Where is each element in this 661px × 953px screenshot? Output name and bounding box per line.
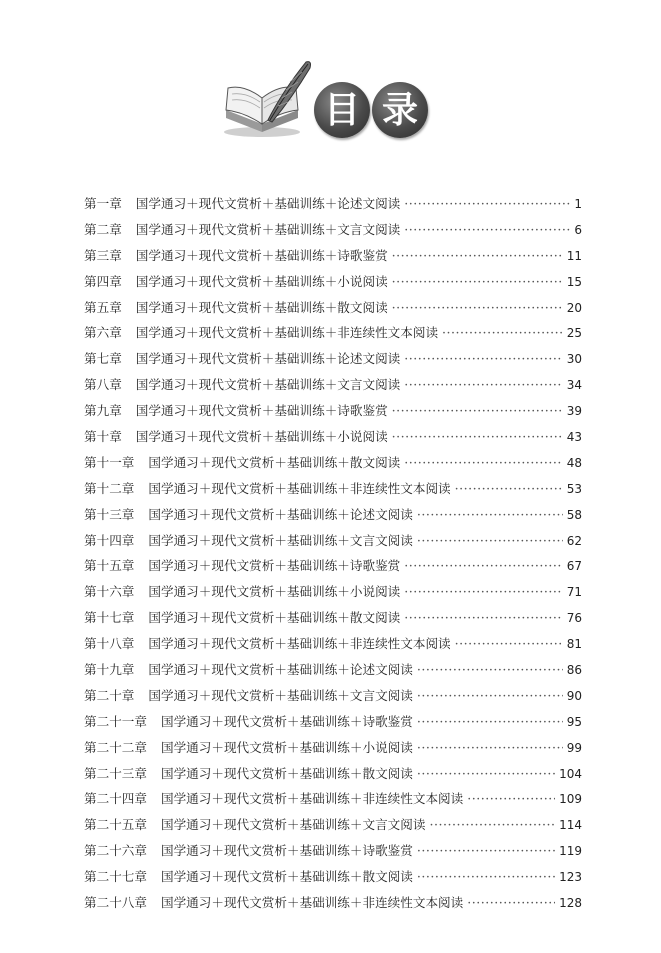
dot-leader: [417, 843, 555, 858]
dot-leader: [404, 455, 562, 470]
chapter-label: 第十七章: [84, 610, 135, 626]
toc-entry[interactable]: [84, 607, 582, 633]
entry-title: 国学通习＋现代文赏析＋基础训练＋散文阅读: [135, 299, 388, 315]
page-number: 123: [559, 870, 582, 885]
toc-entry[interactable]: [84, 840, 582, 866]
chapter-label: 第二十七章: [84, 869, 147, 885]
page-number: 99: [566, 740, 582, 755]
chapter-label: 第十九章: [84, 662, 135, 678]
page-number: 58: [566, 507, 582, 522]
page-number: 43: [566, 430, 582, 445]
chapter-label: 第二十章: [84, 687, 135, 703]
dot-leader: [404, 558, 562, 573]
page-number: 6: [574, 222, 582, 237]
chapter-label: 第一章: [84, 196, 122, 211]
page-number: 1: [574, 197, 582, 211]
entry-title: 国学通习＋现代文赏析＋基础训练＋文言文阅读: [148, 532, 413, 548]
page-number: 95: [566, 714, 582, 729]
page-number: 39: [566, 404, 582, 419]
dot-leader: [417, 662, 563, 677]
page-number: 67: [566, 559, 582, 574]
entry-title: 国学通习＋现代文赏析＋基础训练＋小说阅读: [148, 584, 401, 600]
dot-leader: [467, 791, 555, 806]
chapter-label: 第十二章: [84, 480, 135, 496]
chapter-label: 第十四章: [84, 532, 135, 548]
chapter-label: 第五章: [84, 299, 122, 315]
chapter-label: 第八章: [84, 377, 122, 393]
page-number: 25: [566, 326, 582, 341]
toc-entry[interactable]: [84, 245, 582, 271]
entry-title: 国学通习＋现代文赏析＋基础训练＋诗歌鉴赏: [148, 558, 401, 574]
dot-leader: [467, 895, 555, 910]
chapter-label: 第十章: [84, 429, 122, 445]
entry-title: 国学通习＋现代文赏析＋基础训练＋非连续性文本阅读: [148, 636, 451, 652]
dot-leader: [392, 274, 563, 289]
entry-title: 国学通习＋现代文赏析＋基础训练＋诗歌鉴赏: [135, 247, 388, 263]
toc-entry[interactable]: [84, 633, 582, 659]
dot-leader: [392, 403, 563, 418]
chapter-label: 第七章: [84, 351, 122, 367]
dot-leader: [404, 196, 570, 211]
dot-leader: [392, 300, 563, 315]
toc-entry[interactable]: [84, 193, 582, 219]
page-number: 11: [566, 248, 582, 263]
dot-leader: [392, 248, 563, 263]
toc-entry[interactable]: [84, 348, 582, 374]
dot-leader: [417, 688, 563, 703]
entry-title: 国学通习＋现代文赏析＋基础训练＋非连续性文本阅读: [160, 791, 464, 807]
page-number: 76: [566, 611, 582, 626]
toc-entry[interactable]: [84, 814, 582, 840]
page-number: 81: [566, 637, 582, 652]
page-number: 53: [566, 481, 582, 496]
entry-title: 国学通习＋现代文赏析＋基础训练＋文言文阅读: [148, 687, 413, 703]
chapter-label: 第十五章: [84, 558, 135, 574]
toc-entry[interactable]: [84, 271, 582, 297]
toc-entry[interactable]: [84, 737, 582, 763]
dot-leader: [417, 766, 555, 781]
entry-title: 国学通习＋现代文赏析＋基础训练＋非连续性文本阅读: [135, 325, 439, 341]
book-quill-icon: [222, 58, 322, 140]
chapter-label: 第二十六章: [84, 843, 147, 859]
chapter-label: 第二十四章: [84, 791, 147, 807]
page-number: 128: [559, 896, 582, 911]
page-number: 109: [559, 792, 582, 807]
entry-title: 国学通习＋现代文赏析＋基础训练＋诗歌鉴赏: [160, 713, 413, 729]
page-number: 104: [559, 766, 582, 781]
toc-entry[interactable]: [84, 892, 582, 918]
dot-leader: [417, 869, 555, 884]
chapter-label: 第九章: [84, 403, 122, 419]
toc-entry[interactable]: [84, 866, 582, 892]
entry-title: 国学通习＋现代文赏析＋基础训练＋散文阅读: [148, 610, 401, 626]
dot-leader: [404, 610, 562, 625]
page-number: 20: [566, 300, 582, 315]
toc-entry[interactable]: [84, 530, 582, 556]
page-number: 30: [566, 352, 582, 367]
dot-leader: [455, 481, 563, 496]
toc-entry[interactable]: [84, 400, 582, 426]
page-number: 71: [566, 585, 582, 600]
page-number: 15: [566, 274, 582, 289]
toc-entry[interactable]: [84, 219, 582, 245]
dot-leader: [417, 533, 563, 548]
toc-entry[interactable]: [84, 478, 582, 504]
entry-title: 国学通习＋现代文赏析＋基础训练＋文言文阅读: [160, 817, 426, 833]
chapter-label: 第二十三章: [84, 765, 147, 781]
entry-title: 国学通习＋现代文赏析＋基础训练＋小说阅读: [160, 739, 413, 755]
page-number: 62: [566, 533, 582, 548]
dot-leader: [404, 222, 570, 237]
toc-entry[interactable]: [84, 374, 582, 400]
entry-title: 国学通习＋现代文赏析＋基础训练＋散文阅读: [148, 454, 401, 470]
toc-entry[interactable]: [84, 322, 582, 348]
toc-entry[interactable]: [84, 297, 582, 323]
entry-title: 国学通习＋现代文赏析＋基础训练＋论述文阅读: [148, 662, 413, 678]
chapter-label: 第三章: [84, 247, 122, 263]
entry-title: 国学通习＋现代文赏析＋基础训练＋诗歌鉴赏: [135, 403, 388, 419]
table-of-contents: [84, 193, 582, 918]
chapter-label: 第二十五章: [84, 817, 147, 833]
chapter-label: 第二章: [84, 221, 122, 237]
toc-entry[interactable]: [84, 426, 582, 452]
chapter-label: 第六章: [84, 325, 122, 341]
dot-leader: [429, 817, 555, 832]
dot-leader: [417, 740, 563, 755]
toc-entry[interactable]: [84, 711, 582, 737]
toc-entry[interactable]: [84, 659, 582, 685]
dot-leader: [442, 325, 563, 340]
entry-title: 国学通习＋现代文赏析＋基础训练＋诗歌鉴赏: [160, 843, 413, 859]
entry-title: 国学通习＋现代文赏析＋基础训练＋非连续性文本阅读: [160, 895, 464, 911]
entry-title: 国学通习＋现代文赏析＋基础训练＋论述文阅读: [135, 351, 401, 367]
title-char-1: 目: [314, 82, 370, 138]
dot-leader: [417, 714, 563, 729]
chapter-label: 第二十八章: [84, 895, 147, 911]
chapter-label: 第十六章: [84, 584, 135, 600]
entry-title: 国学通习＋现代文赏析＋基础训练＋小说阅读: [135, 429, 388, 445]
chapter-label: 第二十二章: [84, 739, 147, 755]
toc-entry[interactable]: [84, 452, 582, 478]
chapter-label: 第四章: [84, 273, 122, 289]
dot-leader: [392, 429, 563, 444]
chapter-label: 第十一章: [84, 454, 135, 470]
entry-title: 国学通习＋现代文赏析＋基础训练＋非连续性文本阅读: [148, 480, 451, 496]
dot-leader: [404, 351, 562, 366]
toc-entry[interactable]: [84, 685, 582, 711]
entry-title: 国学通习＋现代文赏析＋基础训练＋散文阅读: [160, 765, 413, 781]
dot-leader: [404, 377, 562, 392]
page-number: 90: [566, 688, 582, 703]
page-number: 34: [566, 378, 582, 393]
chapter-label: 第二十一章: [84, 713, 147, 729]
page-number: 119: [559, 844, 582, 859]
entry-title: 国学通习＋现代文赏析＋基础训练＋文言文阅读: [135, 221, 401, 237]
toc-entry[interactable]: [84, 555, 582, 581]
entry-title: 国学通习＋现代文赏析＋基础训练＋散文阅读: [160, 869, 413, 885]
chapter-label: 第十三章: [84, 506, 135, 522]
dot-leader: [455, 636, 563, 651]
entry-title: 国学通习＋现代文赏析＋基础训练＋小说阅读: [135, 273, 388, 289]
page-number: 114: [559, 818, 582, 833]
toc-entry[interactable]: [84, 581, 582, 607]
entry-title: 国学通习＋现代文赏析＋基础训练＋论述文阅读: [148, 506, 413, 522]
page-number: 86: [566, 663, 582, 678]
title-char-2: 录: [372, 82, 428, 138]
toc-entry[interactable]: [84, 788, 582, 814]
entry-title: 国学通习＋现代文赏析＋基础训练＋论述文阅读: [135, 196, 401, 211]
toc-entry[interactable]: [84, 504, 582, 530]
toc-header: [222, 58, 442, 140]
dot-leader: [404, 584, 562, 599]
dot-leader: [417, 507, 563, 522]
entry-title: 国学通习＋现代文赏析＋基础训练＋文言文阅读: [135, 377, 401, 393]
page-number: 48: [566, 455, 582, 470]
toc-entry[interactable]: [84, 763, 582, 789]
chapter-label: 第十八章: [84, 636, 135, 652]
